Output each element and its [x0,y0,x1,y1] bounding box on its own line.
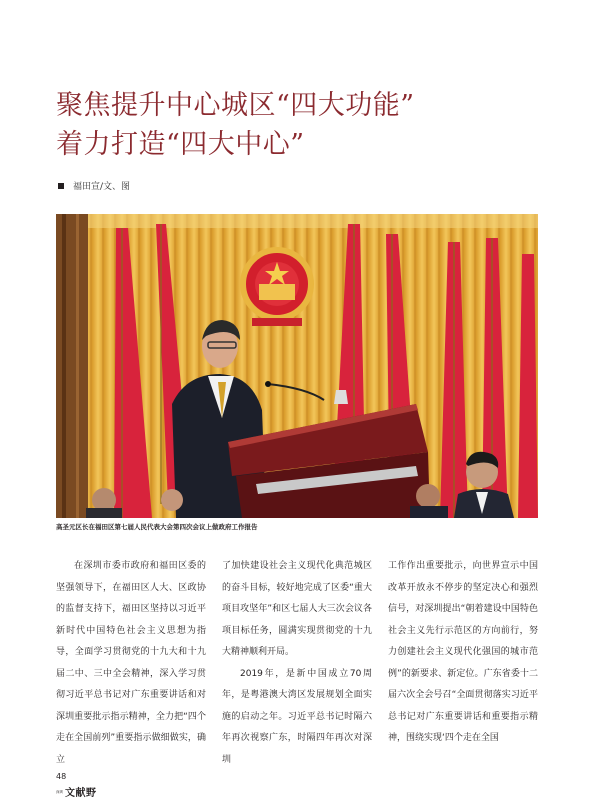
byline-text: 福田宣/文、图 [73,182,131,192]
paragraph: 了加快建设社会主义现代化典范城区的奋斗目标，较好地完成了区委“重大项目攻坚年”和区七届人大三次会议各项目标任务，圆满实现贯彻党的十九大精神顺利开局。 [222,561,372,657]
text-column-3 [388,556,538,752]
square-bullet-icon [58,183,64,189]
page-number: 48 [56,772,67,781]
paragraph: 工作作出重要批示，向世界宣示中国改革开放永不停步的坚定决心和强烈信号，对深圳提出“朝着建设中国特色社会主义先行示范区的方向前行，努力创建社会主义现代化强国的城市范例”的新要求、新定位。广东省委十二届六次全会号召“全面贯彻落实习近平总书记对广东重要讲话和重要指示精神，围绕实现‘四个走在全国 [388,561,538,743]
article-photo [56,214,538,518]
paragraph: 在深圳市委市政府和福田区委的坚强领导下，在福田区人大、区政协的监督支持下，福田区坚持以习近平新时代中国特色社会主义思想为指导，全面学习贯彻党的十九大和十九届二中、三中全会精神，深入学习贯彻习近平总书记对广东重要讲话和对深圳重要批示指示精神，全力把“四个走在全国前列”重要指示做细做实，确立 [56,561,206,765]
paragraph: 2019年，是新中国成立70周年，是粤港澳大湾区发展规划全面实施的启动之年。习近平总书记时隔六年再次视察广东，时隔四年再次对深圳 [222,668,372,765]
text-column-1 [56,556,206,765]
magazine-logo-name: 文献野 [65,788,97,799]
article-body [56,556,538,765]
photo-caption: 高圣元区长在福田区第七届人民代表大会第四次会议上做政府工作报告 [56,523,258,531]
magazine-logo-small: 深圳 [56,789,63,794]
byline [58,179,130,192]
text-column-2 [222,556,372,765]
title-line-2: 着力打造“四大中心” [56,129,305,160]
photo-illustration [56,214,538,518]
magazine-logo [56,784,97,799]
article-title [56,86,556,164]
title-line-1: 聚焦提升中心城区“四大功能” [56,90,415,121]
